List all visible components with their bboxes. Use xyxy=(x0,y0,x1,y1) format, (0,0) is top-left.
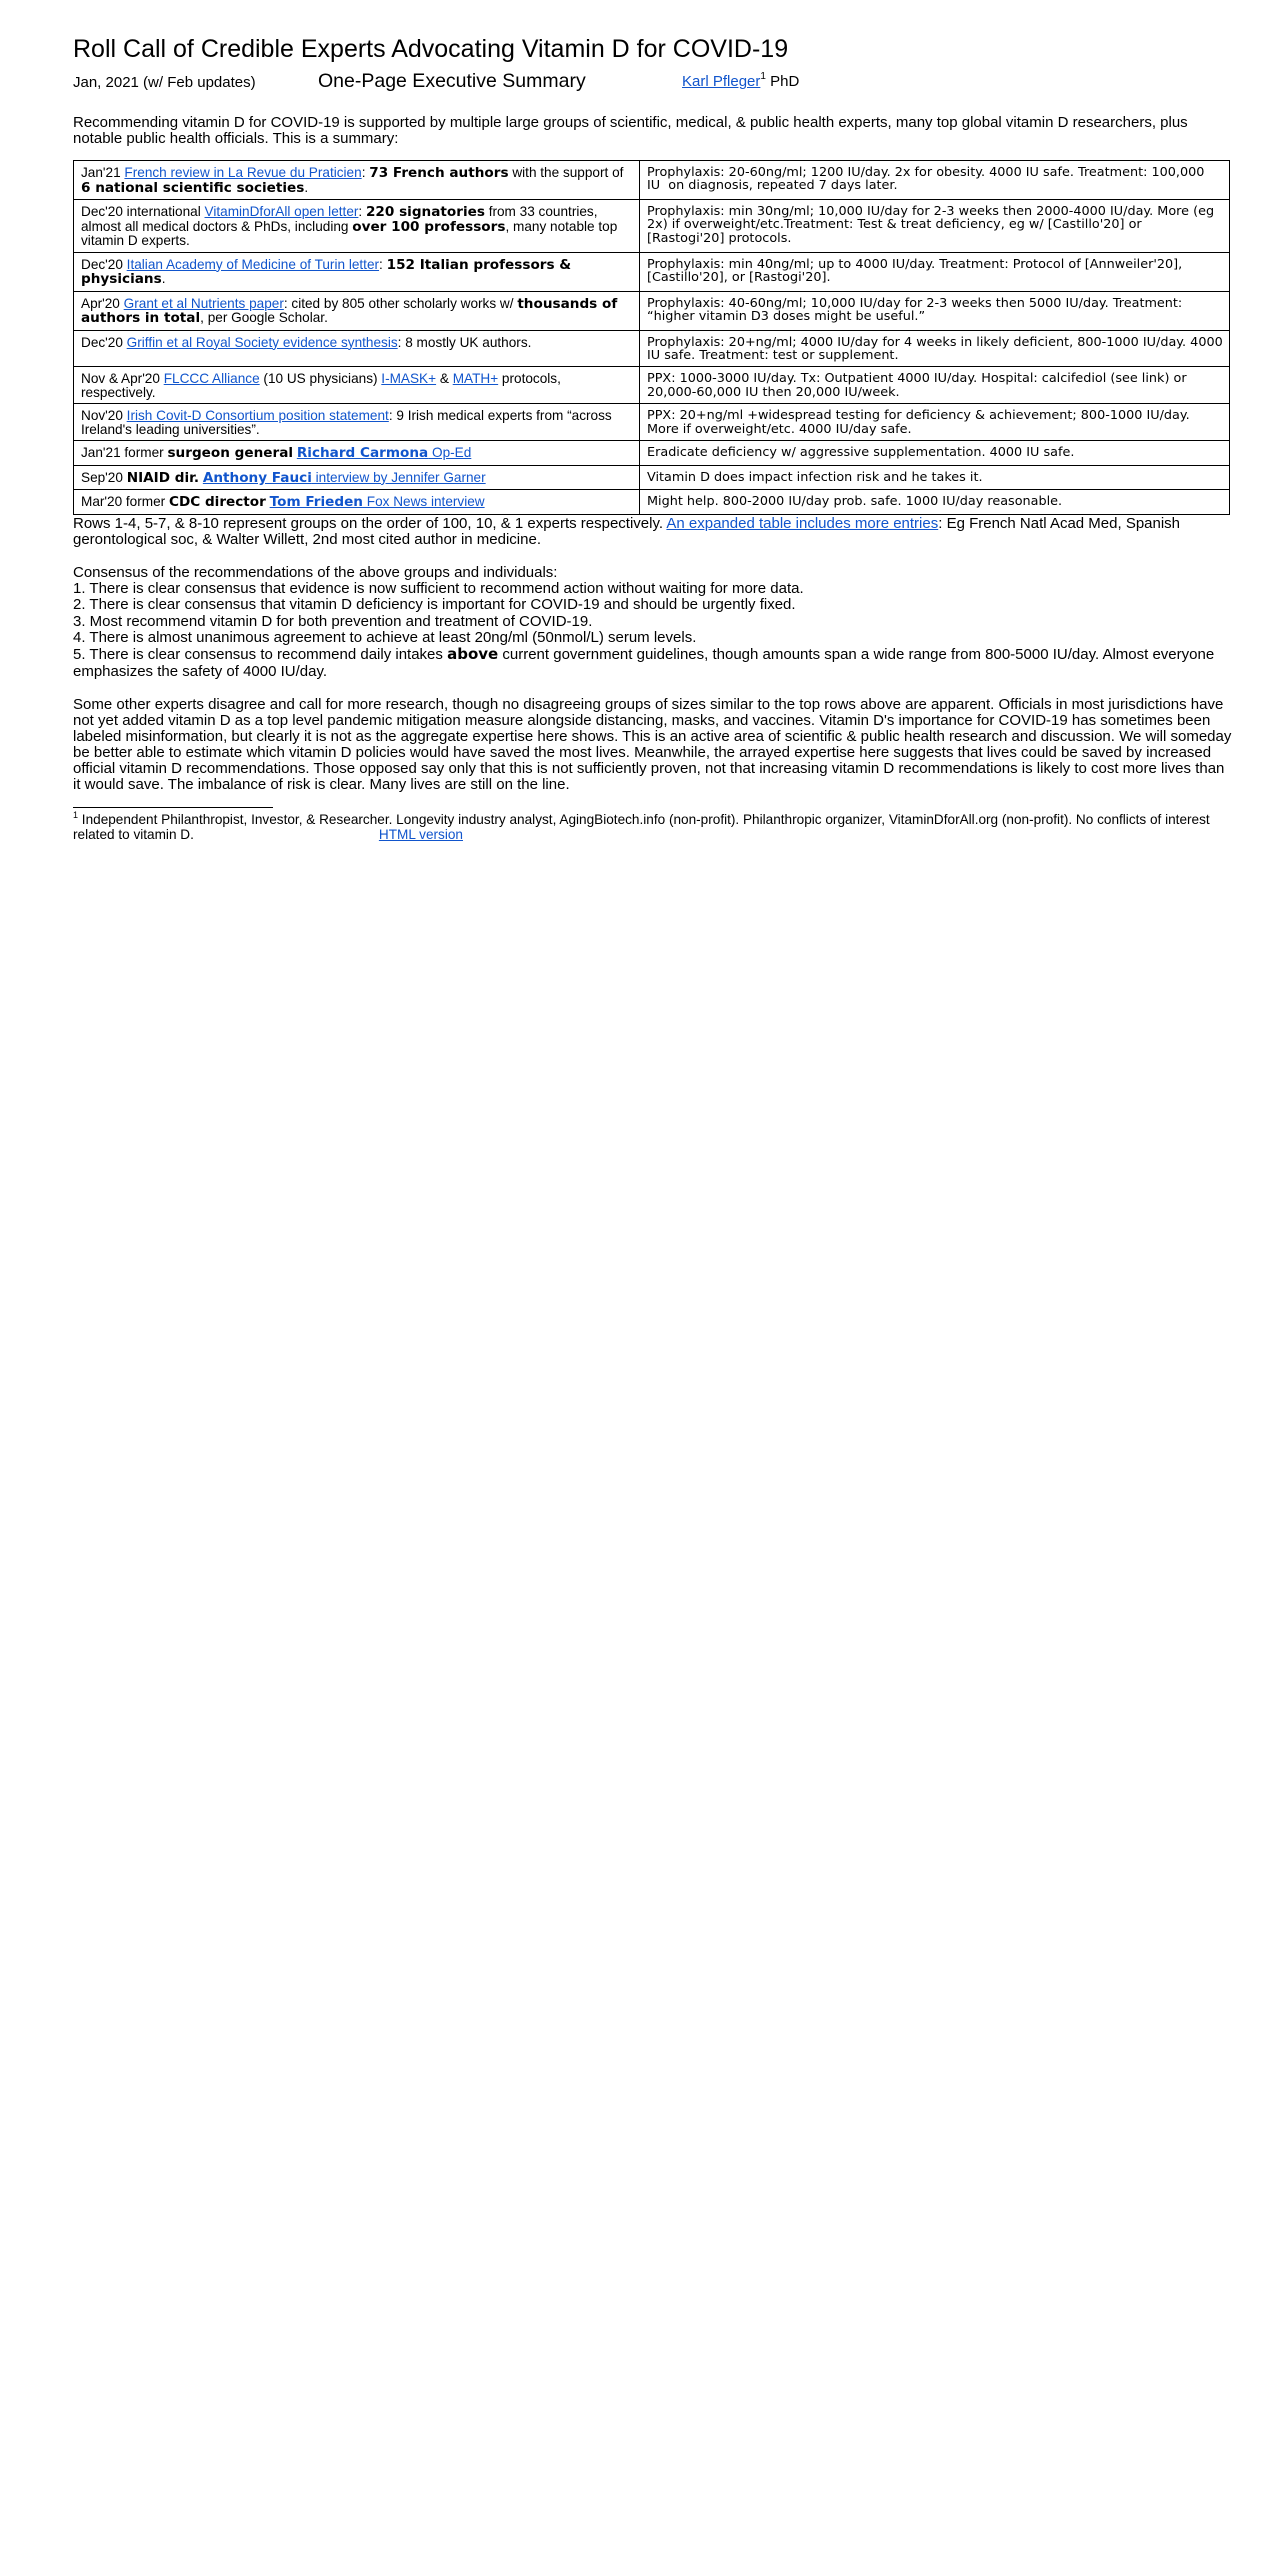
others-paragraph: Some other experts disagree and call for more research, though no disagreeing groups of sizes similar to the top rows above are apparent. Officials in most jurisdictions have not yet added vitamin D as a top level pandemic mitigation measure alongside distancing, masks, and vaccines. Vitamin D's importance for COVID-19 has sometimes been labeled misinformation, but clearly it is not as the aggregate expertise here shows. This is an active area of scientific & public health research and discussion. We will someday be better able to estimate which vitamin D policies would have saved the most lives. Meanwhile, the arrayed expertise here suggests that lives could be saved by increased official vitamin D recommendations. Those opposed say only that this is not sufficiently proven, not that increasing vitamin D recommendations is likely to cost more lives than it would save. The imbalance of risk is clear. Many lives are still on the line. xyxy=(73,695,1232,793)
emphasis-text: 73 French authors xyxy=(369,165,509,181)
consensus-item xyxy=(73,646,1233,680)
consensus-section xyxy=(73,565,1233,680)
cell-text: . xyxy=(304,179,309,195)
footnote-divider xyxy=(73,807,273,808)
cell-text: Dec'20 international xyxy=(81,204,205,219)
recommendation-cell: Prophylaxis: min 40ng/ml; up to 4000 IU/day. Treatment: Protocol of [Annweiler'20], [Castillo'20], or [Rastogi'20]. xyxy=(640,252,1230,291)
footnote xyxy=(73,809,1233,842)
expert-group-cell xyxy=(74,200,640,253)
cell-text: Nov & Apr'20 xyxy=(81,371,164,387)
source-link[interactable]: interview by Jennifer Garner xyxy=(311,469,486,485)
table-row xyxy=(74,404,1230,441)
recommendation-cell: Prophylaxis: min 30ng/ml; 10,000 IU/day for 2-3 weeks then 2000-4000 IU/day. More (eg 2x) if overweight/etc.Treatment: Test & treat deficiency, eg w/ [Castillo'20] or [Rastogi'20] protocols. xyxy=(640,200,1230,253)
consensus-item: 2. There is clear consensus that vitamin D deficiency is important for COVID-19 and should be urgently fixed. xyxy=(73,596,796,614)
emphasis-text: 6 national scientific societies xyxy=(81,179,305,196)
recommendation-cell: Prophylaxis: 20+ng/ml; 4000 IU/day for 4 weeks in likely deficient, 800-1000 IU/day. 4000 IU safe. Treatment: test or supplement. xyxy=(640,330,1230,367)
source-link[interactable]: Op-Ed xyxy=(428,445,472,461)
emphasis-text: surgeon general xyxy=(167,445,294,462)
consensus-item: 4. There is almost unanimous agreement to achieve at least 20ng/ml (50nmol/L) serum levels. xyxy=(73,629,697,646)
recommendation-cell: Vitamin D does impact infection risk and he takes it. xyxy=(640,465,1230,490)
source-link[interactable]: Grant et al Nutrients paper xyxy=(123,295,284,311)
expert-group-cell xyxy=(74,161,640,200)
table-row xyxy=(74,161,1230,200)
cell-text: : xyxy=(361,165,370,180)
expert-group-cell xyxy=(74,252,640,291)
emphasis-text: over 100 professors xyxy=(352,218,506,235)
expanded-table-link[interactable]: An expanded table includes more entries xyxy=(666,514,939,532)
table-row xyxy=(74,200,1230,253)
experts-table xyxy=(73,160,1230,515)
emphasis-text: CDC director xyxy=(168,494,266,511)
footnote-number: 1 xyxy=(73,809,79,820)
cell-text: Jan'21 former xyxy=(81,445,168,461)
cell-text: Mar'20 former xyxy=(81,494,169,510)
cell-text: : cited by 805 other scholarly works w/ xyxy=(283,295,518,311)
author-degree: PhD xyxy=(765,73,800,90)
expert-group-cell xyxy=(74,404,640,441)
consensus-heading: Consensus of the recommendations of the above groups and individuals: xyxy=(73,563,558,581)
cell-text: , per Google Scholar. xyxy=(200,310,328,325)
table-row xyxy=(74,252,1230,291)
table-row xyxy=(74,291,1230,330)
source-link[interactable]: I-MASK+ xyxy=(381,371,437,387)
emphasis-text: NIAID dir. xyxy=(126,469,200,486)
expert-group-cell xyxy=(74,330,640,367)
cell-text: : xyxy=(379,256,387,272)
recommendation-cell: Prophylaxis: 20-60ng/ml; 1200 IU/day. 2x for obesity. 4000 IU safe. Treatment: 100,000 IU on diagnosis, repeated 7 days later. xyxy=(640,161,1230,200)
author-line xyxy=(682,73,799,90)
source-link[interactable]: MATH+ xyxy=(452,371,499,387)
intro-paragraph: Recommending vitamin D for COVID-19 is supported by multiple large groups of scientific, medical, & public health experts, many top global vitamin D researchers, plus notable public health officials. This is a summary: xyxy=(73,114,1188,147)
source-link[interactable]: French review in La Revue du Praticien xyxy=(124,165,362,180)
cell-text: : 9 Irish medical experts from “across Ireland's leading universities”. xyxy=(81,408,612,437)
expert-group-cell xyxy=(74,291,640,330)
source-link[interactable]: Fox News interview xyxy=(362,494,485,510)
table-note-text: Rows 1-4, 5-7, & 8-10 represent groups on the order of 100, 10, & 1 experts respectively. xyxy=(73,514,667,532)
recommendation-cell: Eradicate deficiency w/ aggressive supplementation. 4000 IU safe. xyxy=(640,441,1230,466)
table-note-text-end: : Eg French Natl Acad Med, Spanish gerontological soc, & Walter Willett, 2nd most cited author in medicine. xyxy=(73,514,1181,548)
consensus-item-emphasis: above xyxy=(447,645,499,664)
consensus-item: 3. Most recommend vitamin D for both prevention and treatment of COVID-19. xyxy=(73,612,593,630)
cell-text: : 8 mostly UK authors. xyxy=(397,334,532,350)
table-row xyxy=(74,465,1230,490)
cell-text: protocols, respectively. xyxy=(81,371,561,400)
source-link[interactable]: VitaminDforAll open letter xyxy=(204,204,359,219)
document-date: Jan, 2021 (w/ Feb updates) xyxy=(73,74,256,91)
source-link[interactable]: Richard Carmona xyxy=(296,445,429,462)
cell-text: . xyxy=(161,271,166,286)
table-row xyxy=(74,441,1230,466)
cell-text: Jan'21 xyxy=(81,165,125,180)
source-link[interactable]: Tom Frieden xyxy=(269,494,363,511)
recommendation-cell: Might help. 800-2000 IU/day prob. safe. 1000 IU/day reasonable. xyxy=(640,490,1230,515)
table-note xyxy=(73,516,1233,548)
expert-group-cell xyxy=(74,465,640,490)
cell-text: with the support of xyxy=(508,165,624,180)
emphasis-text: 220 signatories xyxy=(365,204,485,220)
consensus-item-text: 5. There is clear consensus to recommend daily intakes xyxy=(73,646,448,664)
emphasis-text: 152 Italian professors & physicians xyxy=(81,256,572,287)
document-page xyxy=(73,33,1233,842)
cell-text: (10 US physicians) xyxy=(259,371,382,387)
table-row xyxy=(74,330,1230,367)
cell-text: Dec'20 xyxy=(81,334,127,350)
source-link[interactable]: FLCCC Alliance xyxy=(163,371,260,387)
expert-group-cell xyxy=(74,441,640,466)
source-link[interactable]: Griffin et al Royal Society evidence synthesis xyxy=(126,334,398,350)
table-row xyxy=(74,367,1230,404)
recommendation-cell: PPX: 20+ng/ml +widespread testing for deficiency & achievement; 800-1000 IU/day. More if overweight/etc. 4000 IU/day safe. xyxy=(640,404,1230,441)
source-link[interactable]: Anthony Fauci xyxy=(202,469,312,486)
cell-text: , many notable top vitamin D experts. xyxy=(81,218,618,248)
expert-group-cell xyxy=(74,490,640,515)
cell-text: Nov'20 xyxy=(81,408,127,424)
source-link[interactable]: Irish Covit-D Consortium position statement xyxy=(126,408,389,424)
cell-text: : xyxy=(358,204,366,219)
footnote-text: Independent Philanthropist, Investor, & Researcher. Longevity industry analyst, AgingBiotech.info (non-profit). Philanthropic organizer, VitaminDforAll.org (non-profit). No conflicts of interest related to vitamin D. xyxy=(73,811,1210,842)
expert-group-cell xyxy=(74,367,640,404)
cell-text: Sep'20 xyxy=(81,469,127,485)
emphasis-text: thousands of authors in total xyxy=(81,295,618,326)
consensus-item: 1. There is clear consensus that evidence is now sufficient to recommend action without waiting for more data. xyxy=(73,580,804,598)
subheader xyxy=(73,68,1233,94)
source-link[interactable]: Italian Academy of Medicine of Turin letter xyxy=(126,256,380,272)
consensus-item-text-end: current government guidelines, though amounts span a wide range from 800-5000 IU/day. Almost everyone emphasizes the safety of 4000 IU/day. xyxy=(73,646,1215,680)
cell-text: Dec'20 xyxy=(81,256,127,272)
cell-text: Apr'20 xyxy=(81,295,124,311)
recommendation-cell: PPX: 1000-3000 IU/day. Tx: Outpatient 4000 IU/day. Hospital: calcifediol (see link) or 20,000-60,000 IU then 20,000 IU/week. xyxy=(640,367,1230,404)
author-link[interactable]: Karl Pfleger xyxy=(682,73,761,90)
document-title: Roll Call of Credible Experts Advocating Vitamin D for COVID-19 xyxy=(73,35,789,63)
summary-label: One-Page Executive Summary xyxy=(318,70,586,92)
recommendation-cell: Prophylaxis: 40-60ng/ml; 10,000 IU/day for 2-3 weeks then 5000 IU/day. Treatment: “higher vitamin D3 doses might be useful.” xyxy=(640,291,1230,330)
html-version-link[interactable]: HTML version xyxy=(378,826,463,842)
cell-text: & xyxy=(436,371,453,387)
cell-text: from 33 countries, almost all medical doctors & PhDs, including xyxy=(81,204,598,234)
footnote-marker: 1 xyxy=(760,71,766,82)
table-row xyxy=(74,490,1230,515)
